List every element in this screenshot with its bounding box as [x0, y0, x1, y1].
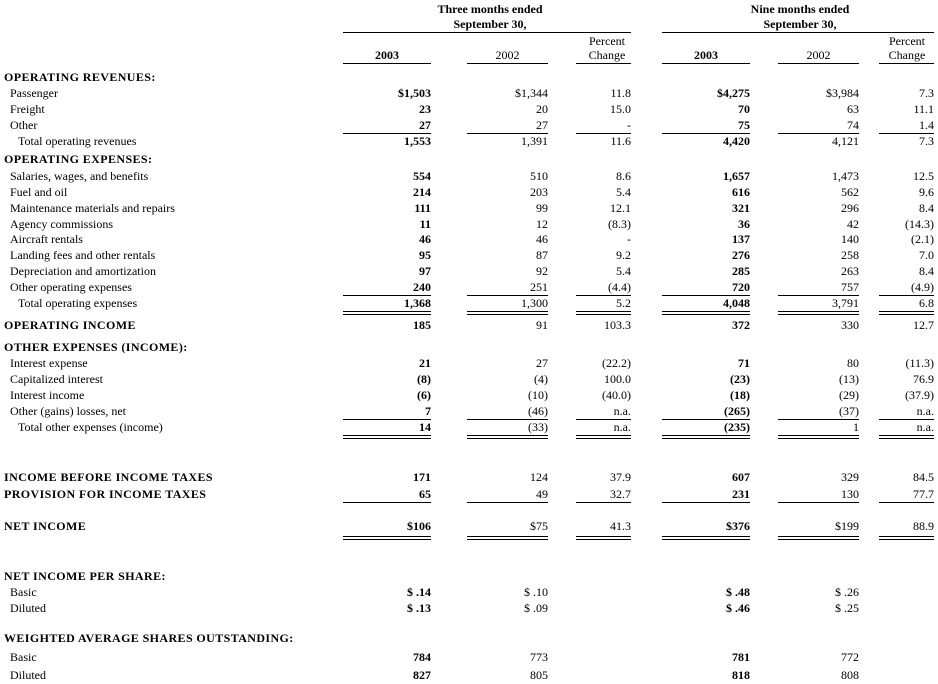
- row-value: n.a.: [916, 404, 934, 418]
- row-value: 32.7: [610, 487, 631, 501]
- row-value: 784: [413, 650, 431, 664]
- row-value: 84.5: [913, 470, 934, 484]
- row-value: 772: [841, 650, 859, 664]
- underline-rule: [778, 502, 859, 503]
- row-value: 7.3: [919, 134, 934, 148]
- row-value: 510: [530, 169, 548, 183]
- underline-rule: [467, 133, 548, 134]
- row-value: 773: [530, 650, 548, 664]
- row-value: 42: [847, 217, 859, 231]
- underline-rule: [343, 311, 431, 315]
- col-rule-2003-q: [343, 63, 431, 64]
- row-value: 296: [841, 201, 859, 215]
- col-pct-n-line2: Change: [888, 48, 926, 62]
- underline-rule: [343, 133, 431, 134]
- row-value: 1,473: [832, 169, 859, 183]
- row-value: (235): [724, 420, 750, 434]
- row-label: Landing fees and other rentals: [10, 248, 156, 262]
- underline-rule: [576, 536, 631, 540]
- row-value: 97: [419, 264, 431, 278]
- row-label: Freight: [10, 102, 45, 116]
- underline-rule: [879, 419, 934, 420]
- row-value: (23): [730, 372, 750, 386]
- underline-rule: [343, 419, 431, 420]
- row-label: Total other expenses (income): [18, 420, 163, 434]
- section-operating-expenses: OPERATING EXPENSES:: [4, 152, 153, 166]
- row-value: 46: [419, 232, 431, 246]
- col-2002-q: 2002: [495, 48, 520, 62]
- row-value: 15.0: [610, 102, 631, 116]
- underline-rule: [576, 419, 631, 420]
- col-rule-2002-q: [467, 63, 548, 64]
- underline-rule: [879, 435, 934, 439]
- row-value: 12.1: [610, 201, 631, 215]
- section-net-income: NET INCOME: [4, 519, 87, 533]
- row-value: 23: [419, 102, 431, 116]
- section-operating-income: OPERATING INCOME: [4, 318, 136, 332]
- row-value: 11.8: [610, 86, 631, 100]
- row-value: 607: [732, 470, 750, 484]
- row-value: 1,391: [521, 134, 548, 148]
- row-label: Diluted: [10, 668, 46, 682]
- underline-rule: [662, 133, 750, 134]
- row-value: 185: [413, 318, 431, 332]
- row-value: 37.9: [610, 470, 631, 484]
- underline-rule: [576, 311, 631, 315]
- underline-rule: [778, 133, 859, 134]
- underline-rule: [662, 311, 750, 315]
- row-label: Aircraft rentals: [10, 232, 83, 246]
- section-other-expenses: OTHER EXPENSES (INCOME):: [4, 340, 188, 354]
- row-value: 720: [732, 280, 750, 294]
- underline-rule: [662, 502, 750, 503]
- row-value: 74: [847, 118, 859, 132]
- section-provision: PROVISION FOR INCOME TAXES: [4, 487, 207, 501]
- row-value: 91: [536, 318, 548, 332]
- row-value: 818: [732, 668, 750, 682]
- row-value: 5.4: [616, 185, 631, 199]
- row-value: $199: [835, 519, 859, 533]
- underline-rule: [778, 419, 859, 420]
- row-value: 203: [530, 185, 548, 199]
- row-value: 805: [530, 668, 548, 682]
- underline-rule: [778, 435, 859, 439]
- row-label: Salaries, wages, and benefits: [10, 169, 149, 183]
- row-value: 6.8: [919, 296, 934, 310]
- row-value: (11.3): [905, 356, 934, 370]
- row-value: 1,553: [404, 134, 431, 148]
- row-value: 285: [732, 264, 750, 278]
- row-value: 20: [536, 102, 548, 116]
- row-label: Passenger: [10, 86, 58, 100]
- row-value: -: [627, 232, 631, 246]
- underline-rule: [778, 311, 859, 315]
- underline-rule: [576, 502, 631, 503]
- row-value: 27: [536, 356, 548, 370]
- row-value: 781: [732, 650, 750, 664]
- underline-rule: [467, 311, 548, 315]
- row-value: 100.0: [604, 372, 631, 386]
- row-value: $75: [530, 519, 548, 533]
- row-value: 75: [738, 118, 750, 132]
- row-label: Interest expense: [10, 356, 88, 370]
- underline-rule: [467, 536, 548, 540]
- row-value: 12: [536, 217, 548, 231]
- row-value: 77.7: [913, 487, 934, 501]
- row-value: 4,121: [832, 134, 859, 148]
- row-value: $376: [726, 519, 750, 533]
- row-value: 27: [536, 118, 548, 132]
- row-value: 8.4: [919, 201, 934, 215]
- row-value: 258: [841, 248, 859, 262]
- row-value: $4,275: [717, 86, 750, 100]
- row-value: (46): [528, 404, 548, 418]
- row-label: Total operating revenues: [18, 134, 137, 148]
- header-three-months-line2: September 30,: [453, 17, 527, 31]
- underline-rule: [343, 435, 431, 439]
- row-label: Fuel and oil: [10, 185, 68, 199]
- underline-rule: [778, 536, 859, 540]
- row-value: 321: [732, 201, 750, 215]
- row-value: 5.2: [616, 296, 631, 310]
- section-operating-revenues: OPERATING REVENUES:: [4, 70, 156, 84]
- row-value: (2.1): [911, 232, 934, 246]
- underline-rule: [576, 133, 631, 134]
- row-value: 827: [413, 668, 431, 682]
- underline-rule: [662, 419, 750, 420]
- underline-rule: [467, 295, 548, 296]
- row-value: 554: [413, 169, 431, 183]
- underline-rule: [778, 295, 859, 296]
- col-pct-n-line1: Percent: [889, 34, 925, 48]
- row-value: $ .09: [524, 601, 548, 615]
- row-value: 21: [419, 356, 431, 370]
- header-three-months-rule: [343, 32, 631, 33]
- row-value: 140: [841, 232, 859, 246]
- row-value: 1,368: [404, 296, 431, 310]
- row-value: 9.2: [616, 248, 631, 262]
- row-value: 263: [841, 264, 859, 278]
- header-three-months-line1: Three months ended: [437, 2, 543, 16]
- row-value: (40.0): [602, 388, 631, 402]
- underline-rule: [467, 419, 548, 420]
- underline-rule: [662, 435, 750, 439]
- row-value: $1,344: [515, 86, 548, 100]
- row-value: (4.9): [911, 280, 934, 294]
- underline-rule: [343, 502, 431, 503]
- section-net-income-per-share: NET INCOME PER SHARE:: [4, 569, 166, 583]
- row-value: n.a.: [613, 420, 631, 434]
- row-value: $3,984: [826, 86, 859, 100]
- row-value: 76.9: [913, 372, 934, 386]
- row-value: n.a.: [613, 404, 631, 418]
- row-value: 36: [738, 217, 750, 231]
- section-weighted-average: WEIGHTED AVERAGE SHARES OUTSTANDING:: [4, 631, 294, 645]
- row-value: 111: [414, 201, 431, 215]
- row-value: 276: [732, 248, 750, 262]
- row-label: Agency commissions: [10, 217, 113, 231]
- row-value: 88.9: [913, 519, 934, 533]
- row-value: 14: [419, 420, 431, 434]
- row-value: $ .14: [407, 585, 431, 599]
- row-value: 46: [536, 232, 548, 246]
- row-value: 7.3: [919, 86, 934, 100]
- row-value: 80: [847, 356, 859, 370]
- row-value: 8.6: [616, 169, 631, 183]
- header-nine-months-line2: September 30,: [763, 17, 837, 31]
- row-value: -: [627, 118, 631, 132]
- row-value: $ .13: [407, 601, 431, 615]
- row-value: 65: [419, 487, 431, 501]
- row-value: 12.7: [913, 318, 934, 332]
- row-value: 214: [413, 185, 431, 199]
- underline-rule: [467, 435, 548, 439]
- row-label: Other: [10, 118, 38, 132]
- row-label: Basic: [10, 585, 37, 599]
- row-value: 11.6: [610, 134, 631, 148]
- row-value: (10): [528, 388, 548, 402]
- section-income-before-taxes: INCOME BEFORE INCOME TAXES: [4, 470, 213, 484]
- row-label: Total operating expenses: [18, 296, 138, 310]
- row-value: (265): [724, 404, 750, 418]
- col-rule-pct-n: [879, 63, 934, 64]
- col-2002-n: 2002: [806, 48, 831, 62]
- row-value: 240: [413, 280, 431, 294]
- row-value: 49: [536, 487, 548, 501]
- row-value: (13): [839, 372, 859, 386]
- row-value: $ .46: [726, 601, 750, 615]
- row-value: 616: [732, 185, 750, 199]
- row-value: (18): [730, 388, 750, 402]
- col-rule-2002-n: [778, 63, 859, 64]
- row-value: n.a.: [916, 420, 934, 434]
- row-value: 1: [853, 420, 859, 434]
- row-value: $ .26: [835, 585, 859, 599]
- row-value: $ .25: [835, 601, 859, 615]
- row-value: 95: [419, 248, 431, 262]
- row-value: 4,420: [723, 134, 750, 148]
- row-value: 7: [425, 404, 431, 418]
- underline-rule: [467, 502, 548, 503]
- underline-rule: [879, 536, 934, 540]
- row-value: 562: [841, 185, 859, 199]
- row-value: (33): [528, 420, 548, 434]
- row-value: $106: [407, 519, 431, 533]
- header-nine-months-rule: [662, 32, 934, 33]
- row-value: 171: [413, 470, 431, 484]
- row-value: 1,657: [723, 169, 750, 183]
- row-value: 124: [530, 470, 548, 484]
- row-value: 329: [841, 470, 859, 484]
- row-value: 3,791: [832, 296, 859, 310]
- header-nine-months-line1: Nine months ended: [750, 2, 850, 16]
- underline-rule: [879, 311, 934, 315]
- row-value: 11: [419, 217, 431, 231]
- row-value: (4.4): [608, 280, 631, 294]
- underline-rule: [343, 536, 431, 540]
- row-value: (8.3): [608, 217, 631, 231]
- col-pct-q-line2: Change: [588, 48, 626, 62]
- row-value: (6): [417, 388, 431, 402]
- underline-rule: [879, 295, 934, 296]
- row-value: 92: [536, 264, 548, 278]
- row-value: 87: [536, 248, 548, 262]
- row-value: (37.9): [905, 388, 934, 402]
- row-value: 63: [847, 102, 859, 116]
- underline-rule: [662, 536, 750, 540]
- col-rule-2003-n: [662, 63, 750, 64]
- row-value: 4,048: [723, 296, 750, 310]
- row-label: Other operating expenses: [10, 280, 132, 294]
- underline-rule: [576, 435, 631, 439]
- row-value: 1,300: [521, 296, 548, 310]
- row-value: (29): [839, 388, 859, 402]
- row-label: Capitalized interest: [10, 372, 103, 386]
- row-value: 1.4: [919, 118, 934, 132]
- row-value: 251: [530, 280, 548, 294]
- row-label: Maintenance materials and repairs: [10, 201, 175, 215]
- row-value: 130: [841, 487, 859, 501]
- row-label: Basic: [10, 650, 37, 664]
- col-rule-pct-q: [576, 63, 631, 64]
- row-value: 757: [841, 280, 859, 294]
- row-value: (22.2): [602, 356, 631, 370]
- underline-rule: [879, 133, 934, 134]
- row-label: Diluted: [10, 601, 46, 615]
- row-value: 99: [536, 201, 548, 215]
- row-value: 103.3: [604, 318, 631, 332]
- underline-rule: [343, 295, 431, 296]
- row-value: 27: [419, 118, 431, 132]
- row-value: (4): [534, 372, 548, 386]
- row-value: 11.1: [913, 102, 934, 116]
- row-value: (8): [417, 372, 431, 386]
- row-value: (37): [839, 404, 859, 418]
- col-pct-q-line1: Percent: [589, 34, 625, 48]
- underline-rule: [576, 295, 631, 296]
- row-value: $1,503: [398, 86, 431, 100]
- row-value: 41.3: [610, 519, 631, 533]
- row-value: 7.0: [919, 248, 934, 262]
- row-value: 330: [841, 318, 859, 332]
- row-value: 71: [738, 356, 750, 370]
- row-value: 9.6: [919, 185, 934, 199]
- row-value: 808: [841, 668, 859, 682]
- row-value: 8.4: [919, 264, 934, 278]
- underline-rule: [662, 295, 750, 296]
- row-value: $ .10: [524, 585, 548, 599]
- row-value: 372: [732, 318, 750, 332]
- row-label: Depreciation and amortization: [10, 264, 156, 278]
- row-label: Other (gains) losses, net: [10, 404, 126, 418]
- row-value: 231: [732, 487, 750, 501]
- row-value: 137: [732, 232, 750, 246]
- row-value: 12.5: [913, 169, 934, 183]
- row-value: $ .48: [726, 585, 750, 599]
- row-value: 70: [738, 102, 750, 116]
- row-label: Interest income: [10, 388, 85, 402]
- underline-rule: [879, 502, 934, 503]
- row-value: 5.4: [616, 264, 631, 278]
- col-2003-q: 2003: [375, 48, 399, 62]
- row-value: (14.3): [905, 217, 934, 231]
- col-2003-n: 2003: [694, 48, 718, 62]
